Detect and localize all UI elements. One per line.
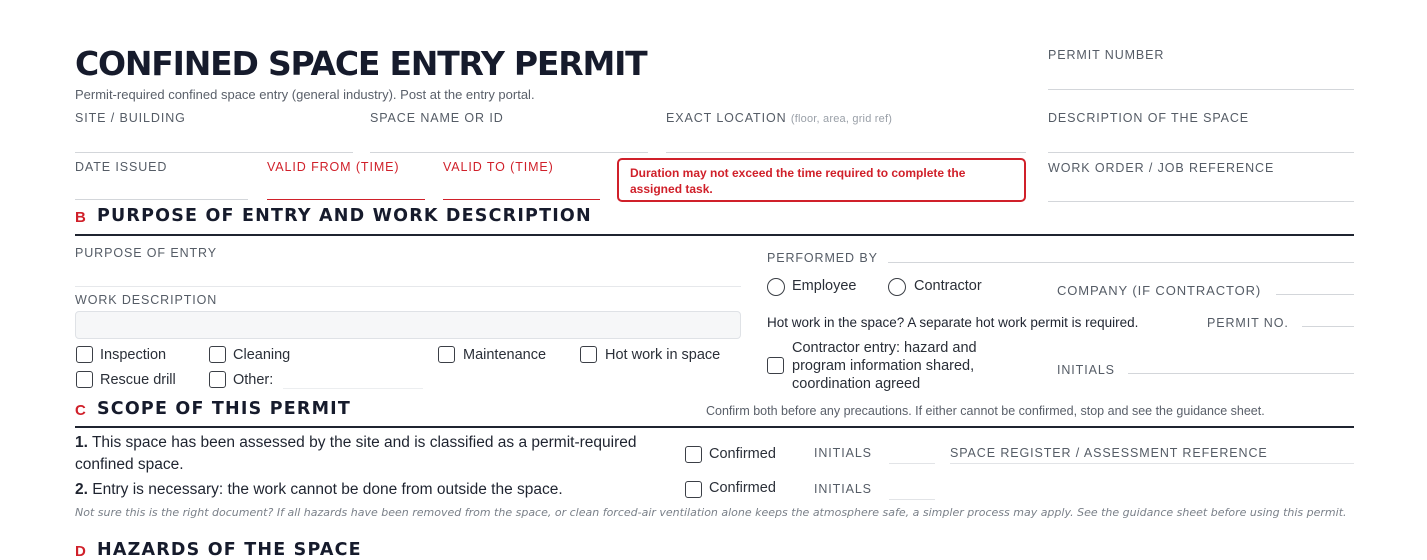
section-b-title: PURPOSE OF ENTRY AND WORK DESCRIPTION: [97, 206, 592, 226]
scope-item-2-num: 2.: [75, 481, 88, 498]
purpose-label: PURPOSE OF ENTRY: [75, 246, 217, 260]
contractor-label: Contractor: [914, 278, 982, 294]
section-c-title: SCOPE OF THIS PERMIT: [97, 399, 352, 419]
inspection-checkbox[interactable]: [76, 346, 93, 363]
permit-number-label: PERMIT NUMBER: [1048, 48, 1165, 62]
cleaning-label: Cleaning: [233, 347, 291, 363]
work-order-label: WORK ORDER / JOB REFERENCE: [1048, 161, 1275, 175]
space-name-label: SPACE NAME OR ID: [370, 111, 504, 125]
contractor-entry-label: Contractor entry: hazard and program information shared, coordination agreed: [792, 340, 977, 392]
section-c-instruction: Confirm both before any precautions. If either cannot be confirmed, stop and see the guidance sheet.: [706, 404, 1265, 418]
scope-2-confirmed-checkbox[interactable]: [685, 481, 702, 498]
description-space-field[interactable]: [1048, 152, 1354, 153]
hot-work-note: Hot work in the space? A separate hot work permit is required.: [767, 315, 1139, 330]
work-description-input[interactable]: [75, 311, 741, 339]
maintenance-label: Maintenance: [463, 347, 547, 363]
scope-2-initials-field[interactable]: [889, 499, 935, 500]
scope-item-2: [75, 479, 675, 501]
section-c-rule: [75, 426, 1354, 428]
duration-warning: Duration may not exceed the time required to complete the assigned task.: [617, 158, 1026, 202]
register-reference-label: SPACE REGISTER / ASSESSMENT REFERENCE: [950, 446, 1268, 460]
scope-1-initials-label: INITIALS: [814, 446, 872, 460]
cleaning-checkbox[interactable]: [209, 346, 226, 363]
permit-number-field[interactable]: [1048, 89, 1354, 90]
valid-from-label: VALID FROM (TIME): [267, 160, 400, 174]
performed-by-label: PERFORMED BY: [767, 251, 878, 265]
page-title: CONFINED SPACE ENTRY PERMIT: [75, 44, 647, 83]
date-issued-field[interactable]: [75, 199, 248, 200]
section-b-letter: B: [75, 209, 87, 226]
hot-work-checkbox[interactable]: [580, 346, 597, 363]
exact-location-hint: (floor, area, grid ref): [790, 113, 893, 125]
employee-label: Employee: [792, 278, 857, 294]
scope-1-initials-field[interactable]: [889, 463, 935, 464]
scope-item-1: [75, 432, 675, 476]
contractor-initials-field[interactable]: [1128, 373, 1354, 374]
rescue-drill-label: Rescue drill: [100, 372, 176, 388]
other-checkbox[interactable]: [209, 371, 226, 388]
valid-from-field[interactable]: [267, 199, 425, 200]
employee-radio[interactable]: [767, 278, 785, 296]
scope-item-1-text: This space has been assessed by the site and is classified as a permit-required confined space.: [75, 434, 637, 473]
scope-1-confirmed-checkbox[interactable]: [685, 446, 702, 463]
contractor-initials-label: INITIALS: [1057, 363, 1115, 377]
page-subtitle: Permit-required confined space entry (general industry). Post at the entry portal.: [75, 87, 535, 102]
valid-to-label: VALID TO (TIME): [443, 160, 554, 174]
rescue-drill-checkbox[interactable]: [76, 371, 93, 388]
exact-location-field[interactable]: [666, 152, 1026, 153]
exact-location-label-text: EXACT LOCATION: [666, 111, 787, 125]
purpose-field[interactable]: [75, 286, 741, 287]
hot-work-label: Hot work in space: [605, 347, 721, 363]
maintenance-checkbox[interactable]: [438, 346, 455, 363]
company-field[interactable]: [1276, 294, 1354, 295]
performed-by-line: [888, 262, 1354, 263]
inspection-label: Inspection: [100, 347, 167, 363]
guidance-note: Not sure this is the right document? If all hazards have been removed from the space, or clean forced-air ventilation alone keeps the atmosphere safe, a simpler process may apply. See the guidance sheet before using this permit.: [75, 506, 1347, 519]
company-label: COMPANY (IF CONTRACTOR): [1057, 283, 1262, 298]
permit-no-field[interactable]: [1302, 326, 1354, 327]
site-building-field[interactable]: [75, 152, 353, 153]
section-d-title: HAZARDS OF THE SPACE: [97, 540, 362, 560]
other-label: Other:: [233, 372, 274, 388]
work-description-label: WORK DESCRIPTION: [75, 293, 218, 307]
section-b-rule: [75, 234, 1354, 236]
section-d-letter: D: [75, 543, 87, 560]
date-issued-label: DATE ISSUED: [75, 160, 168, 174]
contractor-radio[interactable]: [888, 278, 906, 296]
exact-location-label: [666, 111, 892, 125]
other-field[interactable]: [283, 388, 423, 389]
work-order-field[interactable]: [1048, 201, 1354, 202]
permit-no-label: PERMIT NO.: [1207, 316, 1289, 330]
scope-2-initials-label: INITIALS: [814, 482, 872, 496]
valid-to-field[interactable]: [443, 199, 600, 200]
space-name-field[interactable]: [370, 152, 648, 153]
section-c-letter: C: [75, 402, 87, 419]
register-reference-field[interactable]: [950, 463, 1354, 464]
scope-item-1-num: 1.: [75, 434, 88, 451]
site-building-label: SITE / BUILDING: [75, 111, 186, 125]
scope-1-confirmed-label: Confirmed: [709, 446, 776, 462]
description-space-label: DESCRIPTION OF THE SPACE: [1048, 111, 1250, 125]
scope-item-2-text: Entry is necessary: the work cannot be done from outside the space.: [92, 481, 563, 498]
contractor-entry-checkbox[interactable]: [767, 357, 784, 374]
scope-2-confirmed-label: Confirmed: [709, 480, 776, 496]
